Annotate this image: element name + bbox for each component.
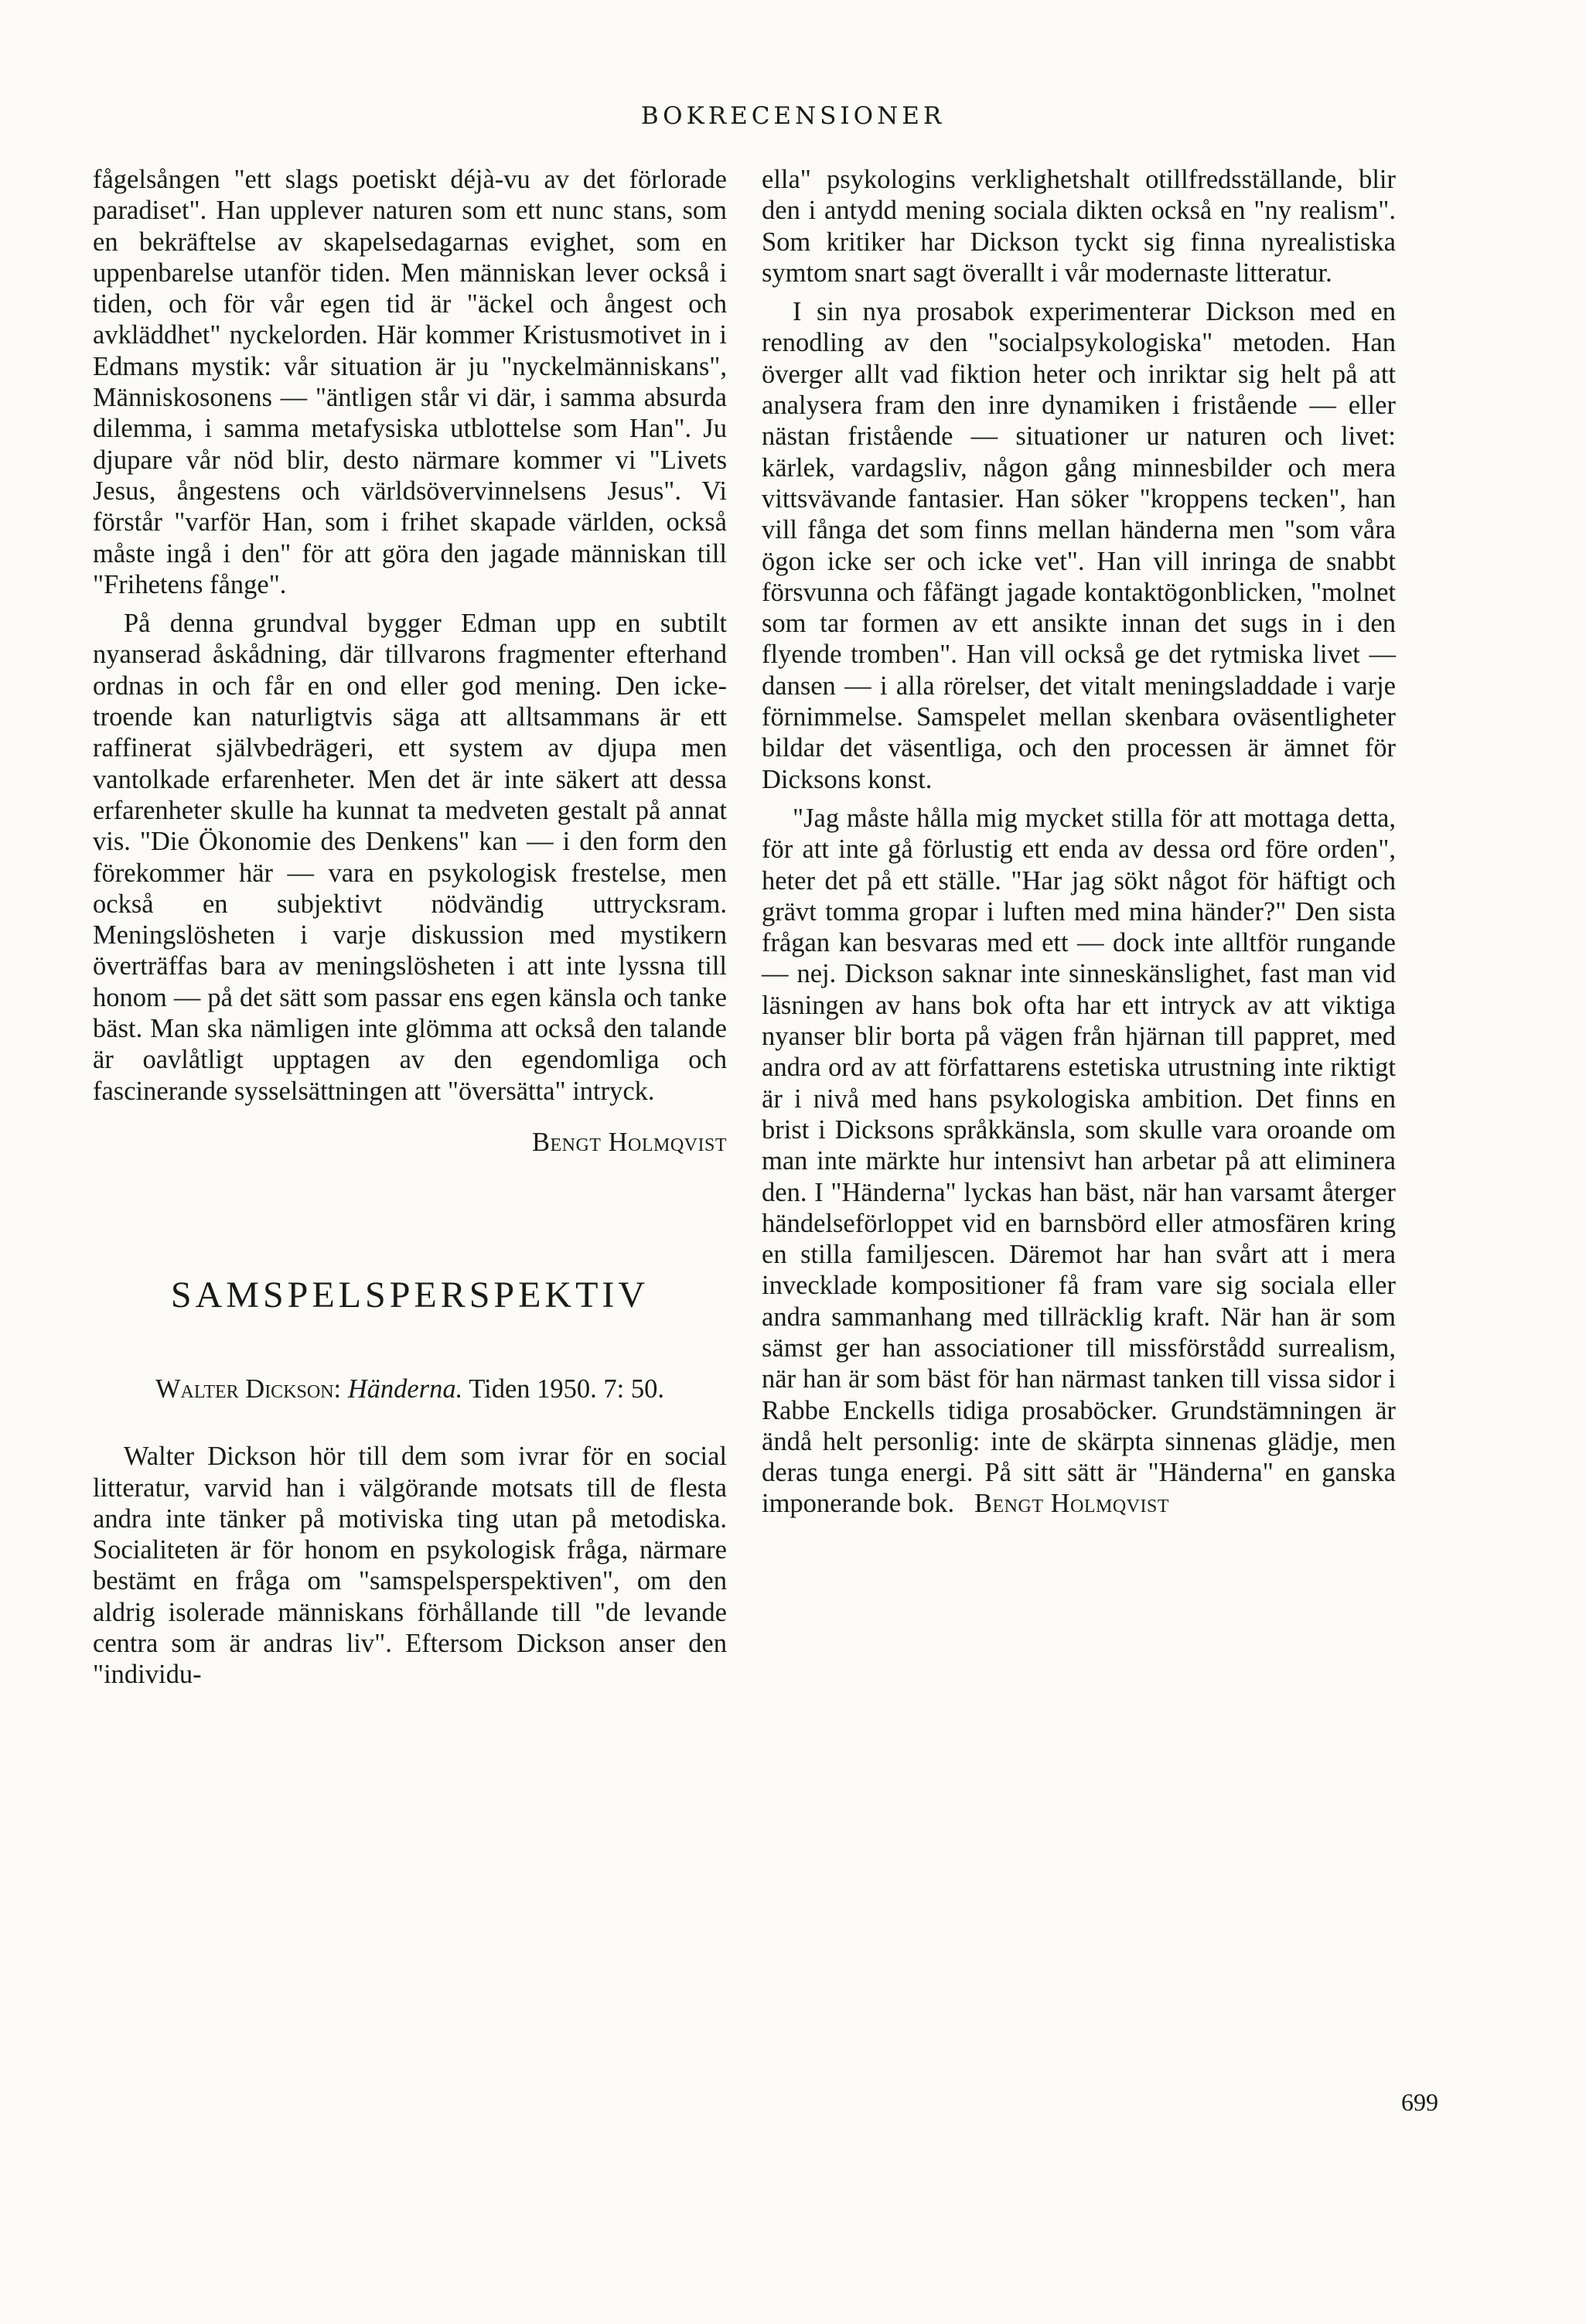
book-publisher-info: Tiden 1950. 7: 50.	[469, 1374, 665, 1404]
signature-dickson-review: Bengt Holmqvist	[974, 1489, 1170, 1519]
paragraph-dickson-1: Walter Dickson hör till dem som ivrar för en social litteratur, varvid han i välgörande motsats till de flesta andra inte tänker på motiviska ting utan på metodiska. Socialiteten är för honom en psykologisk fråga, närmare bestämt en fråga om "samspelsperspektiven", om den aldrig isolerade människans förhållande till "de levande centra som är andras liv". Eftersom Dickson anser den "individu-	[93, 1442, 727, 1690]
right-column	[762, 164, 1396, 1520]
running-title: BOKRECENSIONER	[640, 102, 946, 130]
page-number: 699	[1401, 2088, 1438, 2116]
paragraph-dickson-2: I sin nya prosabok experimenterar Dickson med en renodling av den "socialpsykologiska" metoden. Han överger allt vad fiktion heter och inriktar sig helt på att analysera fram den inre dynamiken i fristående — eller nästan fristående — situationer ur naturen och livet: kärlek, vardagsliv, någon gång minnesbilder och mera vittsvävande fantasier. Han söker "kroppens tecken", han vill fånga det som finns mellan händerna men "som våra ögon icke ser och icke vet". Han vill inringa de snabbt försvunna och fåfängt jagade kontaktögonblicken, "molnet som tar formen av ett ansikte innan det sugs in i den flyende tromben". Han vill också ge det rytmiska livet — dansen — i alla rörelser, det vitalt meningsladdade i varje förnimmelse. Samspelet mellan skenbara oväsentligheter bildar det väsentliga, och den processen är ämnet för Dicksons konst.	[762, 297, 1396, 794]
paragraph-edman-1: fågelsången "ett slags poetiskt déjà-vu av det förlorade paradiset". Han upplever naturen som ett nunc stans, som en bekräftelse av skapelsedagarnas evighet, som en uppenbarelse utanför tiden. Men människan lever också i tiden, och för vår egen tid är "äckel och ångest och avkläddhet" nyckelorden. Här kommer Kristusmotivet in i Edmans mystik: vår situation är ju "nyckelmänniskans", Människosonens — "äntligen står vi där, i samma absurda dilemma, i samma metafysiska utblottelse som Han". Ju djupare vår nöd blir, desto närmare kommer vi "Livets Jesus, ångestens och världsövervinnelsens Jesus". Vi förstår "varför Han, som i frihet skapade världen, också måste ingå i den" för att göra den jagade människan till "Frihetens fånge".	[93, 165, 727, 599]
book-title: Händerna.	[347, 1374, 463, 1404]
paragraph-dickson-1-cont: ella" psykologins verklighetshalt otillfredsställande, blir den i antydd mening sociala dikten också en "ny realism". Som kritiker har Dickson tyckt sig finna nyrealistiska symtom snart sagt överallt i vår modernaste litteratur.	[762, 165, 1396, 288]
book-reference	[93, 1373, 727, 1405]
left-column	[93, 164, 727, 1691]
signature-edman-review: Bengt Holmqvist	[531, 1127, 727, 1157]
book-author: Walter Dickson:	[155, 1374, 342, 1404]
review-title: SAMSPELSPERSPEKTIV	[170, 1275, 650, 1316]
paragraph-dickson-3	[762, 803, 1396, 1520]
paragraph-edman-2: På denna grundval bygger Edman upp en subtilt nyanserad åskådning, där tillvarons fragmenter efterhand ordnas in och får en ond eller god mening. Den icke-troende kan naturligtvis säga att alltsammans är ett raffinerat självbedrägeri, ett system av djupa men vantolkade erfarenheter. Men det är inte säkert att dessa erfarenheter skulle ha kunnat ta medveten gestalt på annat vis. "Die Ökonomie des Denkens" kan — i den form den förekommer här — vara en psykologisk frestelse, men också en subjektivt nödvändig uttrycksram. Meningslösheten i varje diskussion med mystikern överträffas bara av meningslösheten i att inte lyssna till honom — på det sätt som passar ens egen känsla och tanke bäst. Man ska nämligen inte glömma att också den talande är oavlåtligt upptagen av den egendomliga och fascinerande sysselsättningen att "översätta" intryck.	[93, 609, 727, 1106]
paragraph-dickson-3-text: "Jag måste hålla mig mycket stilla för att mottaga detta, för att inte gå förlustig ett enda av dessa ord före orden", heter det på ett ställe. "Har jag sökt något för häftigt och grävt tomma gropar i luften med mina händer?" Den sista frågan kan besvaras med ett — dock inte alltför rungande — nej. Dickson saknar inte sinneskänslighet, fast man vid läsningen av hans bok ofta har ett intryck av att viktiga nyanser blir borta på vägen från hjärnan till pappret, med andra ord av att författarens estetiska utrustning inte riktigt är i nivå med hans psykologiska ambition. Det finns en brist i Dicksons språkkänsla, som skulle vara oroande om man inte märkte hur intensivt han arbetar på att eliminera den. I "Händerna" lyckas han bäst, när han varsamt återger händelseförloppet vid en barnsbörd eller atmosfären kring en stilla familjescen. Däremot har han svårt att i mera invecklade kompositioner få fram vare sig sociala eller andra sammanhang med tillräcklig kraft. När han är som sämst ger han associationer till missförstådd surrealism, när han är som bäst för han närmast tanken till vissa sidor i Rabbe Enckells tidiga prosaböcker. Grundstämningen är ändå helt personlig: inte de skärpta sinnenas glädje, men deras tunga energi. På sitt sätt är "Händerna" en ganska imponerande bok.	[762, 803, 1396, 1519]
